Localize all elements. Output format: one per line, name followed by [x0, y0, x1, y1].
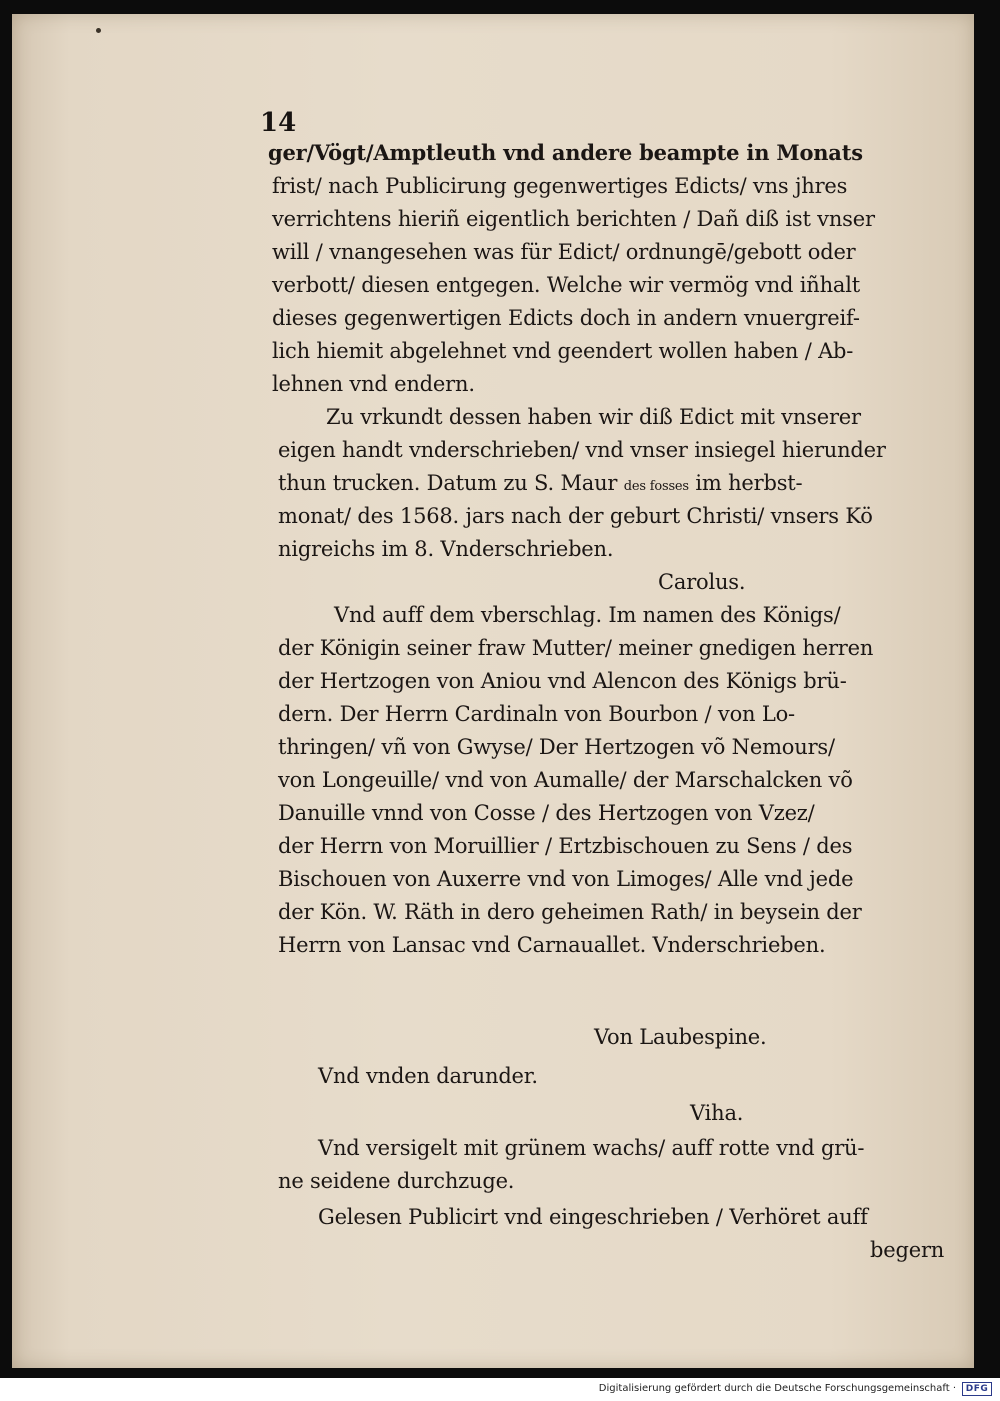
- footer-bar: [0, 1378, 1000, 1401]
- text-line: der Hertzogen von Aniou vnd Alencon des Königs brü-: [278, 669, 847, 693]
- text-line: Vnd auff dem vberschlag. Im namen des Königs/: [334, 603, 841, 627]
- text-line: monat/ des 1568. jars nach der geburt Christi/ vnsers Kö: [278, 504, 873, 528]
- text-line: lich hiemit abgelehnet vnd geendert wollen haben / Ab-: [272, 339, 854, 363]
- text-line: Bischouen von Auxerre vnd von Limoges/ Alle vnd jede: [278, 867, 854, 891]
- text-line: will / vnangesehen was für Edict/ ordnungē/gebott oder: [272, 240, 856, 264]
- text-line: ger/Vögt/Amptleuth vnd andere beampte in Monats: [268, 140, 863, 165]
- text-line: der Herrn von Moruillier / Ertzbischouen zu Sens / des: [278, 834, 853, 858]
- text-line: eigen handt vnderschrieben/ vnd vnser insiegel hierunder: [278, 438, 886, 462]
- text-line: Danuille vnnd von Cosse / des Hertzogen von Vzez/: [278, 801, 815, 825]
- text-line: lehnen vnd endern.: [272, 372, 475, 396]
- text-line: verbott/ diesen entgegen. Welche wir vermög vnd iñhalt: [272, 273, 861, 297]
- text-line: Gelesen Publicirt vnd eingeschrieben / Verhöret auff: [318, 1205, 868, 1229]
- funding-credit: Digitalisierung gefördert durch die Deutsche Forschungsgemeinschaft ·: [598, 1383, 956, 1394]
- text-line: Vnd vnden darunder.: [318, 1064, 538, 1088]
- text-line: Herrn von Lansac vnd Carnauallet. Vnderschrieben.: [278, 933, 826, 957]
- text-line: dern. Der Herrn Cardinaln von Bourbon / von Lo-: [278, 702, 795, 726]
- text-line: dieses gegenwertigen Edicts doch in andern vnuergreif-: [272, 306, 860, 330]
- text-segment: im herbst-: [695, 471, 803, 495]
- page-number: 14: [260, 108, 297, 138]
- text-segment: thun trucken. Datum zu S. Maur: [278, 471, 618, 495]
- text-line: nigreichs im 8. Vnderschrieben.: [278, 537, 614, 561]
- text-line: verrichtens hieriñ eigentlich berichten / Dañ diß ist vnser: [272, 207, 875, 231]
- text-line: Zu vrkundt dessen haben wir diß Edict mit vnserer: [326, 405, 861, 429]
- signature-carolus: Carolus.: [658, 570, 746, 594]
- text-line: [278, 468, 802, 498]
- text-segment-small: des fosses: [623, 479, 689, 494]
- text-line: thringen/ vñ von Gwyse/ Der Hertzogen võ Nemours/: [278, 735, 835, 759]
- text-line: von Longeuille/ vnd von Aumalle/ der Marschalcken võ: [278, 768, 853, 792]
- ink-speck: [96, 28, 101, 33]
- book-page: [12, 14, 974, 1368]
- signature-viha: Viha.: [690, 1101, 744, 1125]
- signature-laubespine: Von Laubespine.: [594, 1025, 767, 1049]
- text-line: der Kön. W. Räth in dero geheimen Rath/ in beysein der: [278, 900, 862, 924]
- text-line: ne seidene durchzuge.: [278, 1169, 515, 1193]
- text-line: der Königin seiner fraw Mutter/ meiner gnedigen herren: [278, 636, 874, 660]
- dfg-logo-icon: DFG: [962, 1382, 992, 1396]
- catchword: begern: [870, 1238, 945, 1262]
- text-line: frist/ nach Publicirung gegenwertiges Edicts/ vns jhres: [272, 174, 848, 198]
- text-line: Vnd versigelt mit grünem wachs/ auff rotte vnd grü-: [318, 1136, 865, 1160]
